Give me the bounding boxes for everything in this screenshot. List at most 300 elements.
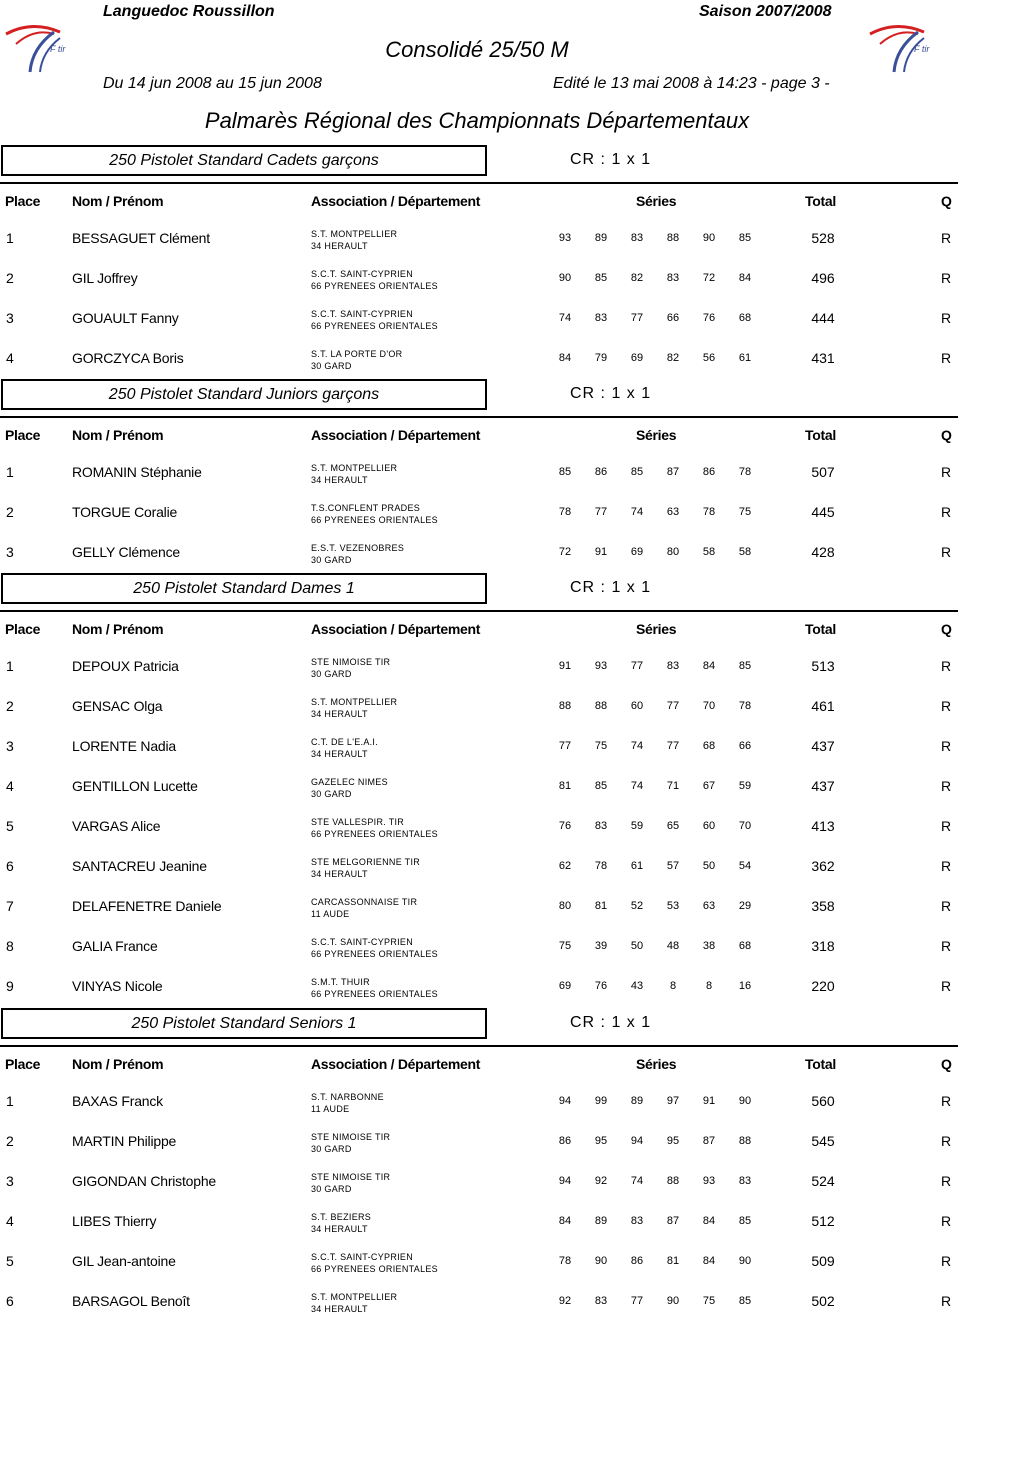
department-name: 66 PYRENEES ORIENTALES xyxy=(311,1264,438,1274)
shooter-name: GELLY Clémence xyxy=(72,544,180,560)
column-header-club: Association / Département xyxy=(311,193,481,209)
series-score: 90 xyxy=(594,1255,608,1267)
table-row xyxy=(0,310,958,350)
club-name: S.T. LA PORTE D'OR xyxy=(311,349,403,359)
total-score: 524 xyxy=(811,1173,835,1189)
series-score: 88 xyxy=(666,1175,680,1187)
table-row xyxy=(0,230,958,270)
series-score: 8 xyxy=(669,980,677,992)
series-score: 91 xyxy=(558,660,572,672)
column-header-place: Place xyxy=(5,1056,41,1072)
qualification-code: R xyxy=(941,1093,952,1109)
series-score: 77 xyxy=(594,506,608,518)
series-score: 86 xyxy=(558,1135,572,1147)
table-row xyxy=(0,698,958,738)
place-cell: 1 xyxy=(6,230,14,246)
series-score: 60 xyxy=(702,820,716,832)
series-score: 87 xyxy=(702,1135,716,1147)
department-name: 34 HERAULT xyxy=(311,709,368,719)
section-divider xyxy=(0,416,958,418)
total-score: 220 xyxy=(811,978,835,994)
column-header-club: Association / Département xyxy=(311,1056,481,1072)
series-score: 53 xyxy=(666,900,680,912)
shooter-name: BESSAGUET Clément xyxy=(72,230,210,246)
department-name: 66 PYRENEES ORIENTALES xyxy=(311,989,438,999)
department-name: 30 GARD xyxy=(311,789,352,799)
series-score: 81 xyxy=(594,900,608,912)
club-name: S.T. NARBONNE xyxy=(311,1092,384,1102)
series-score: 56 xyxy=(702,352,716,364)
shooter-name: DEPOUX Patricia xyxy=(72,658,179,674)
shooter-name: BARSAGOL Benoît xyxy=(72,1293,190,1309)
shooter-name: TORGUE Coralie xyxy=(72,504,178,520)
series-score: 75 xyxy=(702,1295,716,1307)
club-cell xyxy=(311,696,397,720)
total-score: 358 xyxy=(811,898,835,914)
series-score: 85 xyxy=(738,232,752,244)
series-score: 84 xyxy=(558,1215,572,1227)
series-score: 83 xyxy=(594,820,608,832)
total-score: 428 xyxy=(811,544,835,560)
club-name: S.T. MONTPELLIER xyxy=(311,229,398,239)
column-header-name: Nom / Prénom xyxy=(72,1056,164,1072)
series-score: 68 xyxy=(702,740,716,752)
series-score: 90 xyxy=(666,1295,680,1307)
section-cr: CR : 1 x 1 xyxy=(570,151,652,168)
club-cell xyxy=(311,1211,371,1235)
club-cell xyxy=(311,736,378,760)
series-score: 78 xyxy=(558,506,572,518)
place-cell: 2 xyxy=(6,504,14,520)
total-score: 362 xyxy=(811,858,835,874)
series-score: 93 xyxy=(558,232,572,244)
shooter-name: GALIA France xyxy=(72,938,158,954)
table-row xyxy=(0,464,958,504)
series-score: 75 xyxy=(594,740,608,752)
club-name: S.T. MONTPELLIER xyxy=(311,463,398,473)
qualification-code: R xyxy=(941,464,952,480)
series-score: 60 xyxy=(630,700,644,712)
series-score: 85 xyxy=(738,1215,752,1227)
column-header-place: Place xyxy=(5,193,41,209)
shooter-name: VINYAS Nicole xyxy=(72,978,163,994)
qualification-code: R xyxy=(941,544,952,560)
shooter-name: GIL Jean-antoine xyxy=(72,1253,176,1269)
place-cell: 6 xyxy=(6,858,14,874)
place-cell: 2 xyxy=(6,270,14,286)
series-score: 62 xyxy=(558,860,572,872)
column-header-q: Q xyxy=(941,621,952,637)
column-header-name: Nom / Prénom xyxy=(72,193,164,209)
series-score: 83 xyxy=(738,1175,752,1187)
qualification-code: R xyxy=(941,938,952,954)
club-name: STE VALLESPIR. TIR xyxy=(311,817,405,827)
shooter-name: ROMANIN Stéphanie xyxy=(72,464,202,480)
club-name: S.T. BEZIERS xyxy=(311,1212,372,1222)
series-score: 82 xyxy=(630,272,644,284)
series-score: 69 xyxy=(630,352,644,364)
club-name: STE NIMOISE TIR xyxy=(311,657,391,667)
svg-text:F tir: F tir xyxy=(50,44,66,54)
club-name: S.C.T. SAINT-CYPRIEN xyxy=(311,937,414,947)
table-row xyxy=(0,1253,958,1293)
series-score: 78 xyxy=(558,1255,572,1267)
place-cell: 2 xyxy=(6,1133,14,1149)
results-section xyxy=(0,145,958,209)
qualification-code: R xyxy=(941,818,952,834)
series-score: 89 xyxy=(594,1215,608,1227)
club-name: E.S.T. VEZENOBRES xyxy=(311,543,405,553)
series-score: 94 xyxy=(630,1135,644,1147)
series-score: 89 xyxy=(594,232,608,244)
total-score: 445 xyxy=(811,504,835,520)
department-name: 30 GARD xyxy=(311,361,352,371)
total-score: 318 xyxy=(811,938,835,954)
total-score: 461 xyxy=(811,698,835,714)
series-score: 87 xyxy=(666,1215,680,1227)
series-score: 86 xyxy=(594,466,608,478)
department-name: 66 PYRENEES ORIENTALES xyxy=(311,515,438,525)
series-score: 81 xyxy=(558,780,572,792)
series-score: 78 xyxy=(738,700,752,712)
document-title: Consolidé 25/50 M xyxy=(385,37,569,62)
series-score: 84 xyxy=(738,272,752,284)
qualification-code: R xyxy=(941,898,952,914)
series-score: 87 xyxy=(666,466,680,478)
total-score: 413 xyxy=(811,818,835,834)
club-name: S.C.T. SAINT-CYPRIEN xyxy=(311,309,414,319)
series-score: 90 xyxy=(738,1095,752,1107)
place-cell: 8 xyxy=(6,938,14,954)
table-row xyxy=(0,1293,958,1333)
shooter-name: SANTACREU Jeanine xyxy=(72,858,207,874)
column-header-total: Total xyxy=(805,1056,836,1072)
series-score: 48 xyxy=(666,940,680,952)
table-row xyxy=(0,1173,958,1213)
document-subtitle: Palmarès Régional des Championnats Départementaux xyxy=(204,108,750,133)
club-name: STE NIMOISE TIR xyxy=(311,1132,391,1142)
series-score: 76 xyxy=(594,980,608,992)
total-score: 513 xyxy=(811,658,835,674)
table-row xyxy=(0,1213,958,1253)
qualification-code: R xyxy=(941,1253,952,1269)
place-cell: 3 xyxy=(6,310,14,326)
series-score: 91 xyxy=(594,546,608,558)
total-score: 512 xyxy=(811,1213,835,1229)
series-score: 77 xyxy=(630,660,644,672)
series-score: 58 xyxy=(738,546,752,558)
series-score: 70 xyxy=(738,820,752,832)
section-title: 250 Pistolet Standard Cadets garçons xyxy=(1,145,487,176)
series-score: 75 xyxy=(558,940,572,952)
total-score: 560 xyxy=(811,1093,835,1109)
column-header-club: Association / Département xyxy=(311,621,481,637)
club-cell xyxy=(311,268,438,292)
series-score: 83 xyxy=(630,1215,644,1227)
series-score: 69 xyxy=(558,980,572,992)
column-header-series: Séries xyxy=(636,1056,677,1072)
series-score: 95 xyxy=(594,1135,608,1147)
column-header-place: Place xyxy=(5,621,41,637)
department-name: 66 PYRENEES ORIENTALES xyxy=(311,281,438,291)
series-score: 38 xyxy=(702,940,716,952)
series-score: 90 xyxy=(558,272,572,284)
series-score: 83 xyxy=(630,232,644,244)
shooter-name: GIGONDAN Christophe xyxy=(72,1173,217,1189)
club-cell xyxy=(311,1131,390,1155)
section-cr: CR : 1 x 1 xyxy=(570,1014,652,1031)
series-score: 92 xyxy=(594,1175,608,1187)
qualification-code: R xyxy=(941,310,952,326)
series-score: 93 xyxy=(702,1175,716,1187)
shooter-name: GENSAC Olga xyxy=(72,698,163,714)
series-score: 74 xyxy=(558,312,572,324)
series-score: 88 xyxy=(666,232,680,244)
club-name: S.C.T. SAINT-CYPRIEN xyxy=(311,1252,414,1262)
club-name: GAZELEC NIMES xyxy=(311,777,388,787)
shooter-name: GENTILLON Lucette xyxy=(72,778,198,794)
results-section xyxy=(0,573,958,637)
series-score: 61 xyxy=(630,860,644,872)
series-score: 94 xyxy=(558,1175,572,1187)
section-title: 250 Pistolet Standard Juniors garçons xyxy=(1,379,487,410)
total-score: 437 xyxy=(811,738,835,754)
series-score: 84 xyxy=(558,352,572,364)
table-row xyxy=(0,1133,958,1173)
table-row xyxy=(0,938,958,978)
series-score: 68 xyxy=(738,312,752,324)
series-score: 82 xyxy=(666,352,680,364)
place-cell: 4 xyxy=(6,1213,14,1229)
series-score: 65 xyxy=(666,820,680,832)
qualification-code: R xyxy=(941,270,952,286)
series-score: 85 xyxy=(630,466,644,478)
series-score: 81 xyxy=(666,1255,680,1267)
edit-info: Edité le 13 mai 2008 à 14:23 - page 3 - xyxy=(553,75,830,92)
department-name: 66 PYRENEES ORIENTALES xyxy=(311,321,438,331)
table-row xyxy=(0,858,958,898)
series-score: 77 xyxy=(630,1295,644,1307)
series-score: 69 xyxy=(630,546,644,558)
column-header-place: Place xyxy=(5,427,41,443)
department-name: 66 PYRENEES ORIENTALES xyxy=(311,829,438,839)
total-score: 528 xyxy=(811,230,835,246)
club-cell xyxy=(311,936,438,960)
series-score: 97 xyxy=(666,1095,680,1107)
series-score: 83 xyxy=(594,1295,608,1307)
qualification-code: R xyxy=(941,230,952,246)
series-score: 59 xyxy=(630,820,644,832)
column-header-q: Q xyxy=(941,427,952,443)
fftir-logo-left xyxy=(2,14,82,78)
series-score: 50 xyxy=(702,860,716,872)
total-score: 545 xyxy=(811,1133,835,1149)
place-cell: 2 xyxy=(6,698,14,714)
series-score: 72 xyxy=(558,546,572,558)
series-score: 77 xyxy=(666,740,680,752)
table-row xyxy=(0,1093,958,1133)
column-header-club: Association / Département xyxy=(311,427,481,443)
series-score: 83 xyxy=(666,272,680,284)
series-score: 76 xyxy=(558,820,572,832)
column-header-q: Q xyxy=(941,1056,952,1072)
column-header-total: Total xyxy=(805,427,836,443)
department-name: 30 GARD xyxy=(311,555,352,565)
club-name: S.M.T. THUIR xyxy=(311,977,370,987)
series-score: 85 xyxy=(558,466,572,478)
place-cell: 4 xyxy=(6,350,14,366)
series-score: 50 xyxy=(630,940,644,952)
department-name: 34 HERAULT xyxy=(311,475,368,485)
place-cell: 3 xyxy=(6,1173,14,1189)
series-score: 8 xyxy=(705,980,713,992)
shooter-name: BAXAS Franck xyxy=(72,1093,163,1109)
shooter-name: GORCZYCA Boris xyxy=(72,350,184,366)
series-score: 91 xyxy=(702,1095,716,1107)
place-cell: 4 xyxy=(6,778,14,794)
series-score: 70 xyxy=(702,700,716,712)
table-row xyxy=(0,818,958,858)
series-score: 84 xyxy=(702,660,716,672)
department-name: 66 PYRENEES ORIENTALES xyxy=(311,949,438,959)
department-name: 34 HERAULT xyxy=(311,1224,368,1234)
department-name: 30 GARD xyxy=(311,1144,352,1154)
qualification-code: R xyxy=(941,698,952,714)
series-score: 74 xyxy=(630,506,644,518)
series-score: 72 xyxy=(702,272,716,284)
series-score: 74 xyxy=(630,1175,644,1187)
club-cell xyxy=(311,896,417,920)
qualification-code: R xyxy=(941,1173,952,1189)
total-score: 496 xyxy=(811,270,835,286)
club-cell xyxy=(311,1291,397,1315)
shooter-name: LIBES Thierry xyxy=(72,1213,157,1229)
series-score: 29 xyxy=(738,900,752,912)
club-cell xyxy=(311,1251,438,1275)
shooter-name: MARTIN Philippe xyxy=(72,1133,177,1149)
club-name: S.T. MONTPELLIER xyxy=(311,1292,398,1302)
shooter-name: LORENTE Nadia xyxy=(72,738,176,754)
column-header-name: Nom / Prénom xyxy=(72,621,164,637)
total-score: 509 xyxy=(811,1253,835,1269)
series-score: 85 xyxy=(594,272,608,284)
series-score: 93 xyxy=(594,660,608,672)
series-score: 74 xyxy=(630,780,644,792)
series-score: 54 xyxy=(738,860,752,872)
series-score: 92 xyxy=(558,1295,572,1307)
place-cell: 5 xyxy=(6,818,14,834)
total-score: 502 xyxy=(811,1293,835,1309)
club-cell xyxy=(311,816,438,840)
column-header-series: Séries xyxy=(636,621,677,637)
fftir-logo-right xyxy=(866,14,946,78)
qualification-code: R xyxy=(941,1133,952,1149)
series-score: 85 xyxy=(738,1295,752,1307)
place-cell: 9 xyxy=(6,978,14,994)
series-score: 63 xyxy=(666,506,680,518)
table-row xyxy=(0,658,958,698)
club-cell xyxy=(311,462,397,486)
series-score: 88 xyxy=(558,700,572,712)
club-name: S.C.T. SAINT-CYPRIEN xyxy=(311,269,414,279)
department-name: 34 HERAULT xyxy=(311,241,368,251)
club-cell xyxy=(311,1091,384,1115)
series-score: 63 xyxy=(702,900,716,912)
table-row xyxy=(0,898,958,938)
place-cell: 1 xyxy=(6,1093,14,1109)
series-score: 61 xyxy=(738,352,752,364)
series-score: 43 xyxy=(630,980,644,992)
section-title: 250 Pistolet Standard Seniors 1 xyxy=(1,1008,487,1039)
column-header-total: Total xyxy=(805,193,836,209)
department-name: 30 GARD xyxy=(311,669,352,679)
qualification-code: R xyxy=(941,504,952,520)
department-name: 34 HERAULT xyxy=(311,869,368,879)
series-score: 80 xyxy=(558,900,572,912)
series-score: 76 xyxy=(702,312,716,324)
department-name: 34 HERAULT xyxy=(311,1304,368,1314)
total-score: 444 xyxy=(811,310,835,326)
series-score: 95 xyxy=(666,1135,680,1147)
department-name: 30 GARD xyxy=(311,1184,352,1194)
club-cell xyxy=(311,656,390,680)
club-cell xyxy=(311,542,404,566)
table-row xyxy=(0,778,958,818)
department-name: 11 AUDE xyxy=(311,1104,350,1114)
club-cell xyxy=(311,348,402,372)
club-name: STE MELGORIENNE TIR xyxy=(311,857,421,867)
club-name: CARCASSONNAISE TIR xyxy=(311,897,418,907)
place-cell: 1 xyxy=(6,464,14,480)
total-score: 437 xyxy=(811,778,835,794)
club-name: T.S.CONFLENT PRADES xyxy=(311,503,421,513)
series-score: 79 xyxy=(594,352,608,364)
department-name: 34 HERAULT xyxy=(311,749,368,759)
series-score: 52 xyxy=(630,900,644,912)
club-cell xyxy=(311,502,438,526)
svg-text:F tir: F tir xyxy=(914,44,930,54)
series-score: 16 xyxy=(738,980,752,992)
series-score: 99 xyxy=(594,1095,608,1107)
series-score: 83 xyxy=(666,660,680,672)
section-divider xyxy=(0,182,958,184)
series-score: 88 xyxy=(594,700,608,712)
series-score: 71 xyxy=(666,780,680,792)
season-label: Saison 2007/2008 xyxy=(699,3,832,20)
qualification-code: R xyxy=(941,738,952,754)
qualification-code: R xyxy=(941,978,952,994)
section-cr: CR : 1 x 1 xyxy=(570,385,652,402)
shooter-name: GOUAULT Fanny xyxy=(72,310,179,326)
club-cell xyxy=(311,856,420,880)
total-score: 507 xyxy=(811,464,835,480)
region-name: Languedoc Roussillon xyxy=(103,3,275,20)
column-header-series: Séries xyxy=(636,193,677,209)
qualification-code: R xyxy=(941,658,952,674)
section-cr: CR : 1 x 1 xyxy=(570,579,652,596)
place-cell: 5 xyxy=(6,1253,14,1269)
series-score: 78 xyxy=(738,466,752,478)
series-score: 77 xyxy=(666,700,680,712)
section-divider xyxy=(0,610,958,612)
series-score: 66 xyxy=(738,740,752,752)
series-score: 90 xyxy=(702,232,716,244)
series-score: 59 xyxy=(738,780,752,792)
club-cell xyxy=(311,308,438,332)
qualification-code: R xyxy=(941,350,952,366)
qualification-code: R xyxy=(941,858,952,874)
column-header-total: Total xyxy=(805,621,836,637)
